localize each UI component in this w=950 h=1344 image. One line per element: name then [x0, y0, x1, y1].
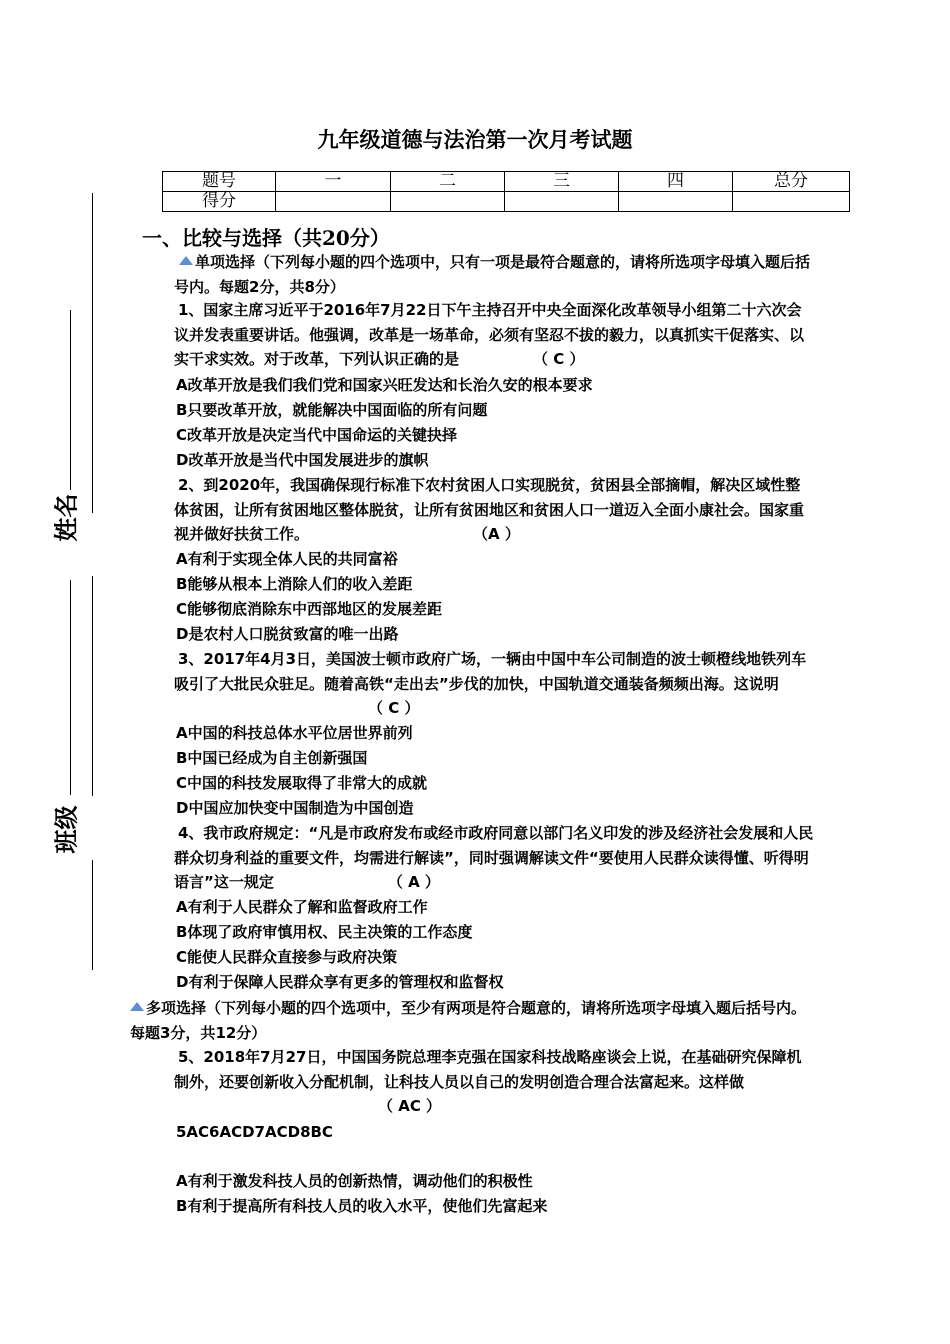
intro-text: 单项选择（下列每小题的四个选项中，只有一项是最符合题意的，请将所选项字母填入题后括号内。每题2分，共8分） — [174, 253, 811, 296]
answer-bracket: （ A ） — [387, 873, 440, 891]
margin-line — [92, 193, 93, 513]
question-2 — [174, 473, 814, 547]
option: B有利于提高所有科技人员的收入水平，使他们先富起来 — [176, 1197, 548, 1215]
option: C能使人民群众直接参与政府决策 — [176, 948, 398, 966]
score-input-cell[interactable] — [733, 192, 850, 212]
score-table — [162, 171, 850, 212]
class-label: 班级 — [51, 805, 81, 854]
option: B体现了政府审慎用权、民主决策的工作态度 — [176, 923, 473, 941]
option: C中国的科技发展取得了非常大的成就 — [176, 774, 428, 792]
score-input-cell[interactable] — [619, 192, 733, 212]
triangle-icon — [179, 256, 193, 265]
option: B能够从根本上消除人们的收入差距 — [176, 575, 413, 593]
option: A改革开放是我们我们党和国家兴旺发达和长治久安的根本要求 — [176, 376, 593, 394]
question-stem: 1、国家主席习近平于2016年7月22日下午主持召开中央全面深化改革领导小组第二十六次会议并发表重要讲话。他强调，改革是一场革命，必须有坚忍不拔的毅力，以真抓实干促落实、以实干求实效。对于改革，下列认识正确的是 — [174, 301, 805, 368]
option: A有利于人民群众了解和监督政府工作 — [176, 898, 428, 916]
table-cell: 题号 — [163, 172, 276, 192]
multi-choice-intro — [130, 996, 814, 1045]
triangle-icon — [130, 1002, 144, 1011]
intro-text: 多项选择（下列每小题的四个选项中，至少有两项是符合题意的，请将所选项字母填入题后括号内。每题3分，共12分） — [130, 999, 807, 1042]
table-cell: 一 — [276, 172, 391, 192]
table-cell: 四 — [619, 172, 733, 192]
single-choice-intro — [174, 250, 814, 299]
section-heading: 一、比较与选择（共20分） — [142, 226, 390, 250]
question-5 — [174, 1045, 814, 1119]
option: C改革开放是决定当代中国命运的关键抉择 — [176, 426, 458, 444]
name-fill-line — [70, 310, 71, 490]
option: B只要改革开放，就能解决中国面临的所有问题 — [176, 401, 488, 419]
option: A有利于激发科技人员的创新热情，调动他们的积极性 — [176, 1172, 533, 1190]
question-4 — [174, 821, 814, 895]
class-fill-line — [70, 580, 71, 795]
question-1 — [174, 298, 814, 372]
question-stem: 2、到2020年，我国确保现行标准下农村贫困人口实现脱贫，贫困县全部摘帽，解决区域性整体贫困，让所有贫困地区整体脱贫，让所有贫困地区和贫困人口一道迈入全面小康社会。国家重视并做好扶贫工作。 — [174, 476, 805, 543]
score-table-score-row — [163, 192, 850, 212]
table-cell: 二 — [391, 172, 505, 192]
score-input-cell[interactable] — [391, 192, 505, 212]
margin-line — [92, 576, 93, 796]
table-cell: 得分 — [163, 192, 276, 212]
margin-line — [92, 860, 93, 970]
question-stem: 4、我市政府规定：“凡是市政府发布或经市政府同意以部门名义印发的涉及经济社会发展和人民群众切身利益的重要文件，均需进行解读”，同时强调解读文件“要使用人民群众读得懂、听得明语言”这一规定 — [174, 824, 814, 891]
name-label: 姓名 — [51, 493, 81, 542]
page-title: 九年级道德与法治第一次月考试题 — [317, 127, 633, 152]
table-cell: 三 — [505, 172, 619, 192]
option: C能够彻底消除东中西部地区的发展差距 — [176, 600, 443, 618]
option: D有利于保障人民群众享有更多的管理权和监督权 — [176, 973, 504, 991]
option: A有利于实现全体人民的共同富裕 — [176, 550, 398, 568]
option: D中国应加快变中国制造为中国创造 — [176, 799, 414, 817]
question-stem: 5、2018年7月27日，中国国务院总理李克强在国家科技战略座谈会上说，在基础研究保障机制外，还要创新收入分配机制，让科技人员以自己的发明创造合理合法富起来。这样做 — [174, 1048, 802, 1091]
score-input-cell[interactable] — [505, 192, 619, 212]
option: A中国的科技总体水平位居世界前列 — [176, 724, 413, 742]
score-input-cell[interactable] — [276, 192, 391, 212]
answer-code: 5AC6ACD7ACD8BC — [176, 1123, 333, 1141]
answer-bracket: （A ） — [473, 525, 520, 543]
question-3 — [174, 647, 814, 721]
answer-bracket: （ C ） — [368, 699, 420, 717]
table-cell: 总分 — [733, 172, 850, 192]
answer-bracket: （ C ） — [533, 350, 585, 368]
option: B中国已经成为自主创新强国 — [176, 749, 368, 767]
score-table-header-row — [163, 172, 850, 192]
question-stem: 3、2017年4月3日，美国波士顿市政府广场，一辆由中国中车公司制造的波士顿橙线地铁列车吸引了大批民众驻足。随着高铁“走出去”步伐的加快，中国轨道交通装备频频出海。这说明 — [174, 650, 807, 693]
option: D改革开放是当代中国发展进步的旗帜 — [176, 451, 429, 469]
option: D是农村人口脱贫致富的唯一出路 — [176, 625, 399, 643]
answer-bracket: （ AC ） — [378, 1097, 442, 1115]
